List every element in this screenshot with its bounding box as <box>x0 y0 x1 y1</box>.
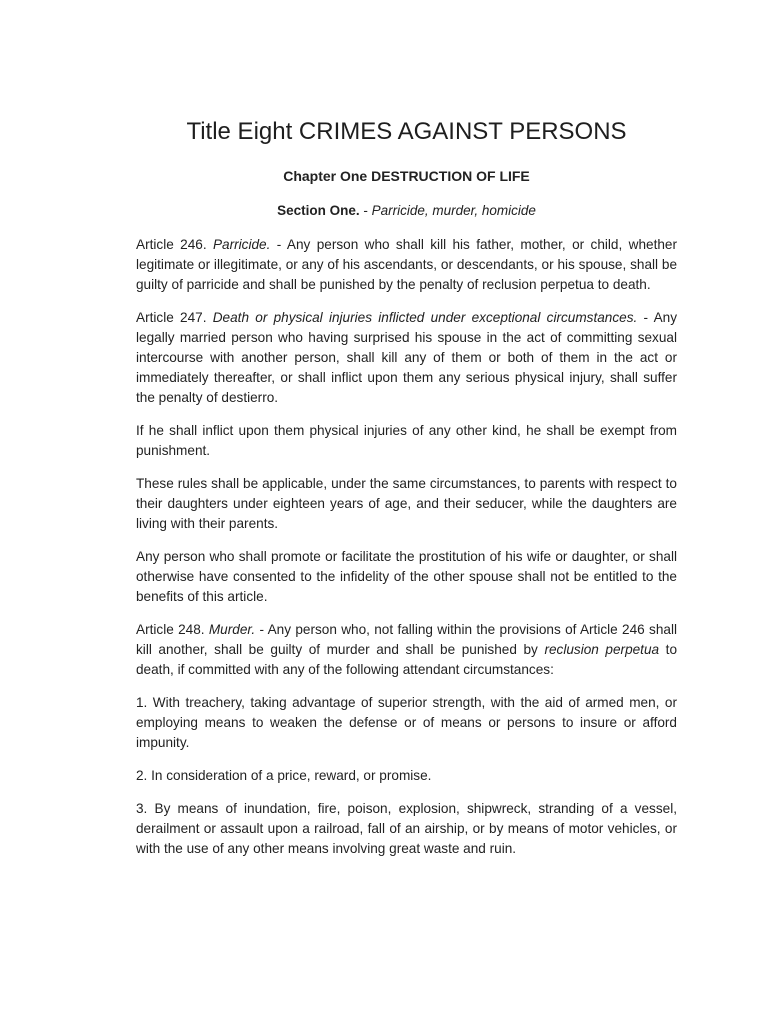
list-item-3: 3. By means of inundation, fire, poison, explosion, shipwreck, stranding of a vessel, derailment or assault upon a railroad, fall of an airship, or by means of motor vehicles, or with the use of any other means involving great waste and ruin. <box>136 800 677 856</box>
article-248-lead: Article 248. <box>136 621 209 637</box>
document-body <box>136 118 677 872</box>
section-label: Section One. <box>277 202 360 218</box>
document-title: Title Eight CRIMES AGAINST PERSONS <box>186 118 627 145</box>
paragraph-exempt: If he shall inflict upon them physical injuries of any other kind, he shall be exempt from punishment. <box>136 422 677 458</box>
article-247-text: - Any legally married person who having surprised his spouse in the act of committing sexual intercourse with another person, shall kill any of them or both of them in the act or immediately thereafter, or shall inflict upon them any serious physical injury, shall suffer the penalty of destierro. <box>136 309 677 405</box>
section-heading <box>136 202 677 220</box>
article-248-italic: reclusion perpetua <box>544 641 660 657</box>
article-248 <box>136 620 677 680</box>
list-item-1: 1. With treachery, taking advantage of superior strength, with the aid of armed men, or employing means to weaken the defense or of means or persons to insure or afford impunity. <box>136 694 677 750</box>
section-separator: - <box>359 202 372 218</box>
article-247-heading: Death or physical injuries inflicted under exceptional circumstances. <box>212 309 638 325</box>
article-247-lead: Article 247. <box>136 309 213 325</box>
article-248-text-a: - Any person who, not falling within the provisions of Article 246 shall kill another, shall be guilty of murder and shall be punished by <box>136 621 677 657</box>
article-246 <box>136 235 677 295</box>
article-246-lead: Article 246. <box>136 236 213 252</box>
article-248-heading: Murder. <box>208 621 256 637</box>
article-246-text: - Any person who shall kill his father, mother, or child, whether legitimate or illegitimate, or any of his ascendants, or descendants, or his spouse, shall be guilty of parricide and shall be punished by the penalty of reclusion perpetua to death. <box>136 236 677 292</box>
article-247 <box>136 308 677 408</box>
list-item-2: 2. In consideration of a price, reward, or promise. <box>136 767 432 783</box>
article-246-heading: Parricide. <box>212 236 271 252</box>
article-248-text-b: to death, if committed with any of the following attendant circumstances: <box>136 641 678 677</box>
chapter-heading: Chapter One DESTRUCTION OF LIFE <box>283 167 530 184</box>
section-subtitle: Parricide, murder, homicide <box>371 202 536 218</box>
paragraph-parents: These rules shall be applicable, under the same circumstances, to parents with respect to their daughters under eighteen years of age, and their seducer, while the daughters are living with their parents. <box>136 475 677 531</box>
paragraph-promote: Any person who shall promote or facilitate the prostitution of his wife or daughter, or shall otherwise have consented to the infidelity of the other spouse shall not be entitled to the benefits of this article. <box>136 548 677 604</box>
